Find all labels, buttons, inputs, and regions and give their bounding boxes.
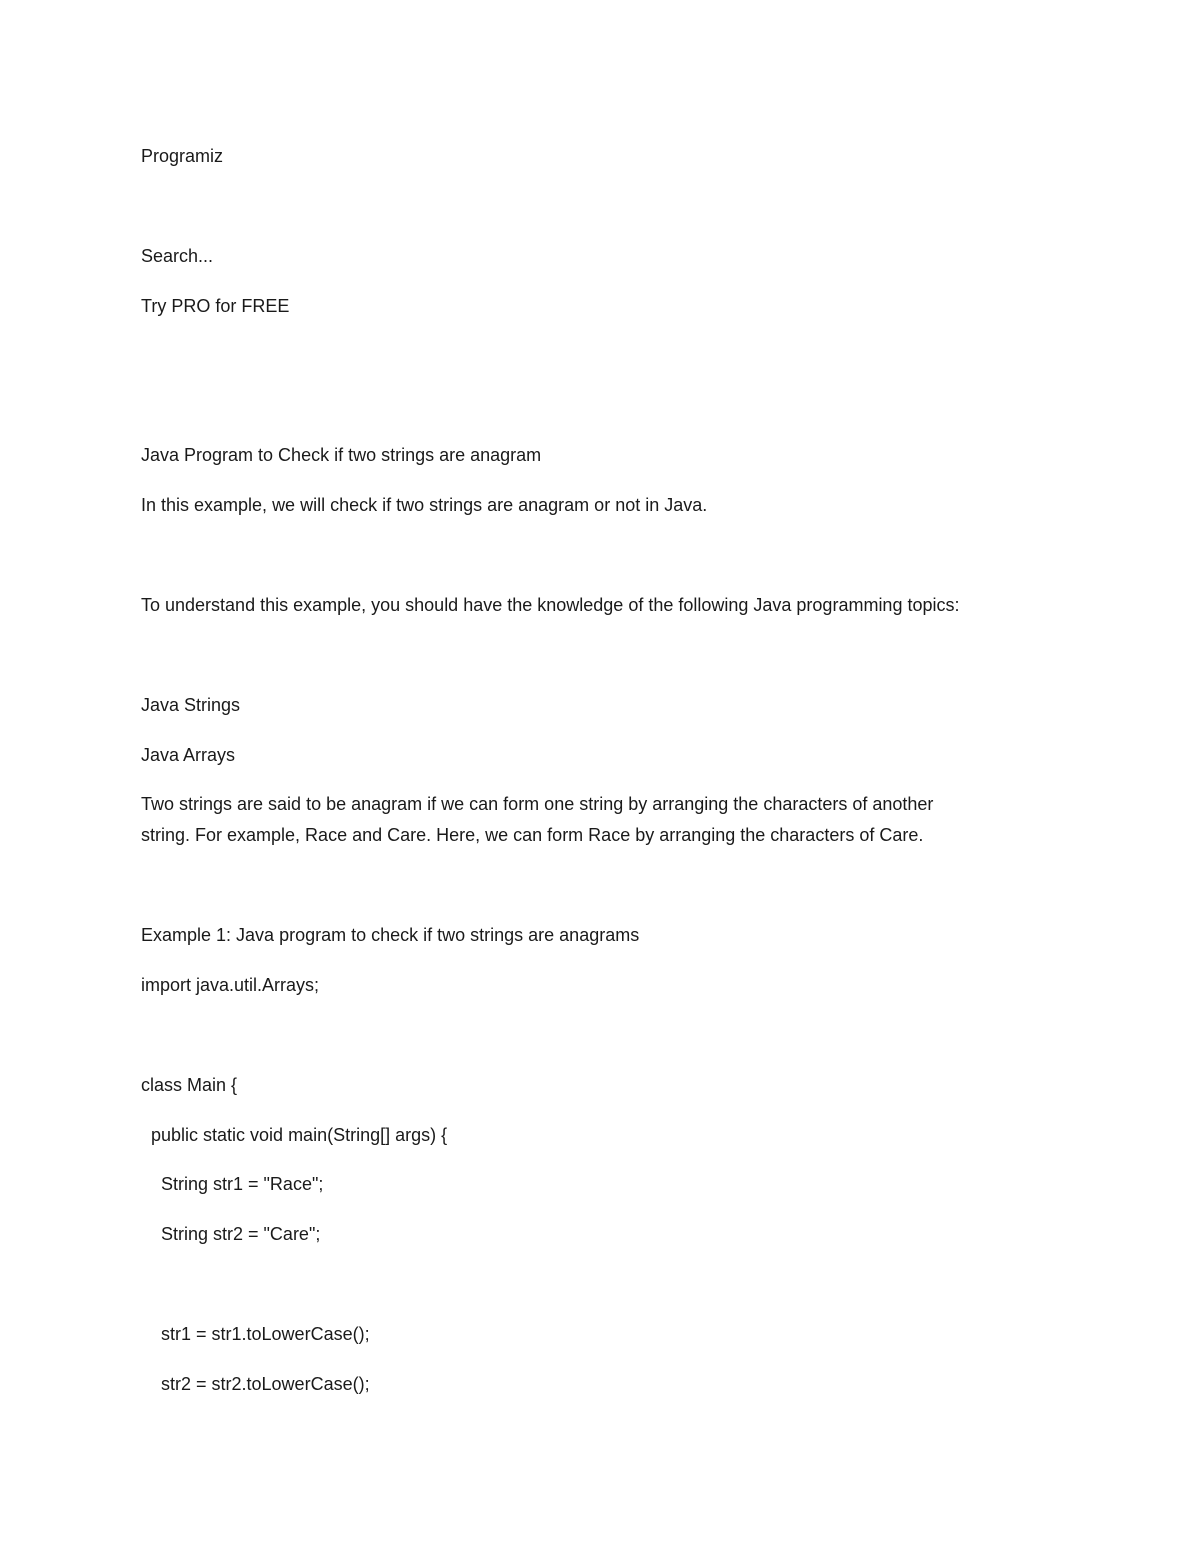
prereq-paragraph: To understand this example, you should have the knowledge of the following Java programming topics:	[141, 595, 960, 615]
topic-item: Java Strings	[141, 695, 241, 715]
topic-item: Java Arrays	[141, 745, 236, 765]
code-line: String str1 = "Race";	[161, 1174, 324, 1194]
search-text: Search...	[141, 246, 214, 266]
site-name: Programiz	[141, 146, 224, 166]
code-line: class Main {	[141, 1075, 238, 1095]
definition-line: Two strings are said to be anagram if we can form one string by arranging the characters of another	[141, 794, 934, 814]
code-line: str1 = str1.toLowerCase();	[161, 1324, 370, 1344]
code-line: import java.util.Arrays;	[141, 975, 320, 995]
definition-line: string. For example, Race and Care. Here, we can form Race by arranging the characters of Care.	[141, 825, 924, 845]
code-line: public static void main(String[] args) {	[151, 1125, 448, 1145]
article-title: Java Program to Check if two strings are anagram	[141, 445, 542, 465]
code-line: str2 = str2.toLowerCase();	[161, 1374, 370, 1394]
code-line: String str2 = "Care";	[161, 1224, 321, 1244]
intro-paragraph: In this example, we will check if two strings are anagram or not in Java.	[141, 495, 708, 515]
pro-cta-text: Try PRO for FREE	[141, 296, 290, 316]
example-heading: Example 1: Java program to check if two strings are anagrams	[141, 925, 640, 945]
